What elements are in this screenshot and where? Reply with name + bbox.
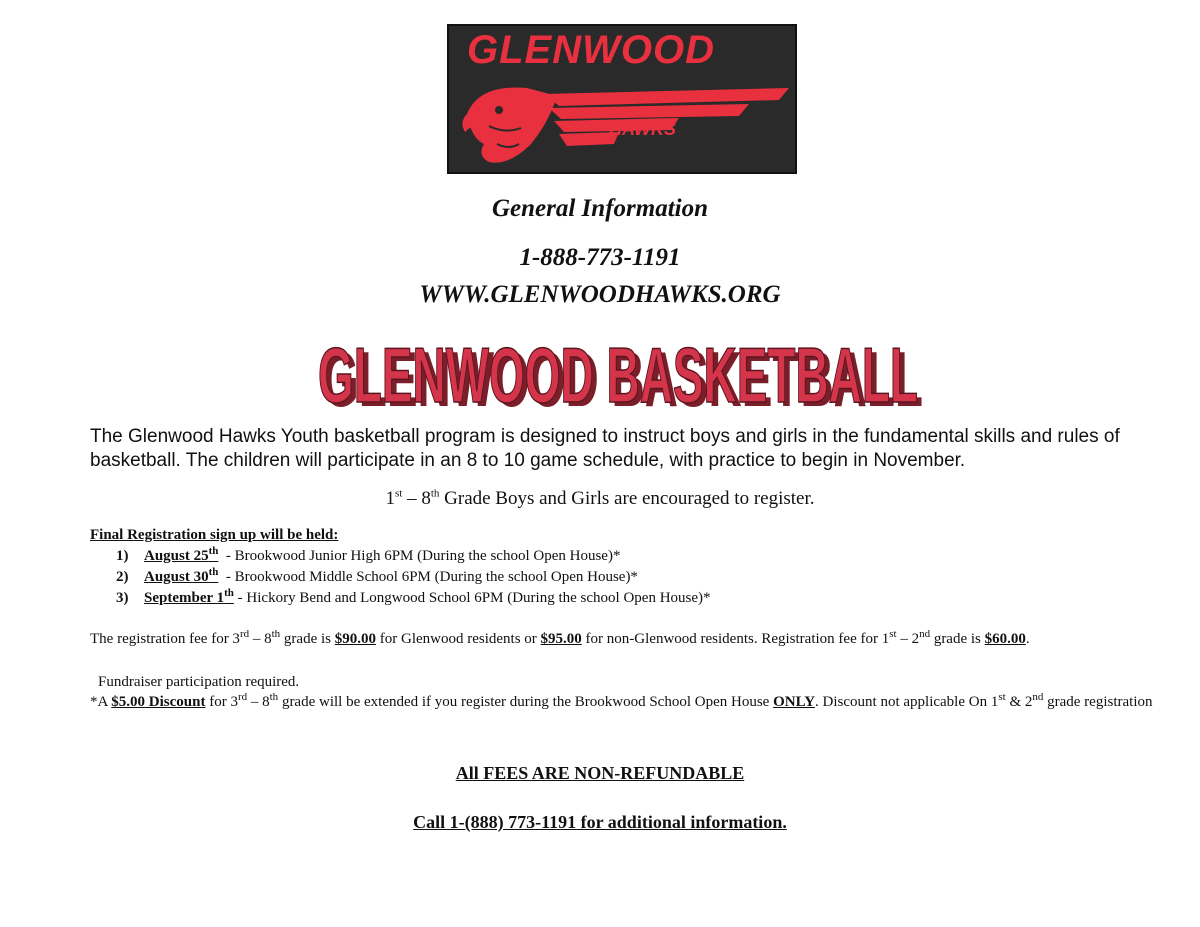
grades-start-sup: st [394,487,403,500]
discount-sup: nd [1032,691,1044,703]
discount-text: . Discount not applicable On 1 [815,694,999,710]
eligible-grades [0,488,1200,510]
date-sup: th [224,587,234,599]
phone-number: 1-888-773-1191 [519,244,681,271]
registration-item [116,587,711,607]
fee-text: – 2 [896,631,920,647]
fee-sup: th [271,628,281,640]
grades-text: Grade Boys and Girls are encouraged to register. [439,488,815,509]
fees-paragraph [90,629,1170,650]
date-text: September 1 [144,590,225,606]
general-information-heading: General Information [491,195,708,222]
date-text: August 30 [144,569,209,585]
website-url: WWW.GLENWOODHAWKS.ORG [419,281,781,308]
registration-details: - Brookwood Middle School 6PM (During the school Open House)* [218,569,638,585]
discount-text: *A [90,694,112,710]
registration-date [144,566,219,585]
intro-paragraph: The Glenwood Hawks Youth basketball program is designed to instruct boys and girls in the fundamental skills and rules of basketball. The children will participate in an 8 to 10 game schedule, with practice to begin in November. [90,426,1120,471]
grades-end-sup: th [430,487,440,500]
headline-text: GLENWOOD BASKETBALL [318,331,918,418]
discount-text: grade registration [1043,694,1153,710]
glenwood-hawks-logo [447,24,797,174]
discount-text: grade will be extended if you register during the Brookwood School Open House [278,694,774,710]
item-number: 2) [116,569,129,585]
fee-text: grade is [280,631,335,647]
headline-banner [300,328,940,418]
non-refundable-notice: All FEES ARE NON-REFUNDABLE [455,763,745,783]
fee-text: grade is [930,631,985,647]
discount-sup: rd [237,691,248,703]
discount-paragraph [90,692,1180,713]
fee-text: The registration fee for 3 [90,631,240,647]
fee-residents: $90.00 [334,631,376,647]
grades-end: – 8 [402,488,431,509]
date-sup: th [208,545,219,557]
registration-item [116,566,638,586]
discount-sup: th [269,691,279,703]
fee-text: for Glenwood residents or [376,631,541,647]
fee-text: – 8 [249,631,272,647]
registration-date [144,545,219,564]
fee-sup: st [889,628,897,640]
only-emphasis: ONLY [773,694,816,710]
fee-sup: rd [239,628,250,640]
fee-text: for non-Glenwood residents. Registration fee for 1 [581,631,890,647]
discount-text: for 3 [205,694,238,710]
logo-subtitle: HAWKS [609,119,676,139]
date-text: August 25 [144,548,209,564]
discount-text: & 2 [1005,694,1033,710]
discount-text: – 8 [247,694,270,710]
item-number: 1) [116,548,129,564]
date-sup: th [208,566,219,578]
registration-details: - Brookwood Junior High 6PM (During the school Open House)* [218,548,621,564]
headline-shadow: GLENWOOD BASKETBALL [323,335,923,418]
registration-date [144,587,234,606]
fundraiser-note: Fundraiser participation required. [98,674,300,690]
registration-details: - Hickory Bend and Longwood School 6PM (During the school Open House)* [233,590,711,606]
fee-text: . [1025,631,1030,647]
fee-lower-grades: $60.00 [984,631,1026,647]
grades-start: 1 [385,488,395,509]
call-for-info: Call 1-(888) 773-1191 for additional information. [413,812,787,832]
fee-sup: nd [919,628,931,640]
logo-wordmark: GLENWOOD [467,28,715,72]
discount-amount: $5.00 Discount [111,694,206,710]
registration-heading: Final Registration sign up will be held: [90,527,339,543]
fee-nonresidents: $95.00 [540,631,582,647]
item-number: 3) [116,590,129,606]
discount-sup: st [998,691,1006,703]
registration-item [116,545,621,565]
